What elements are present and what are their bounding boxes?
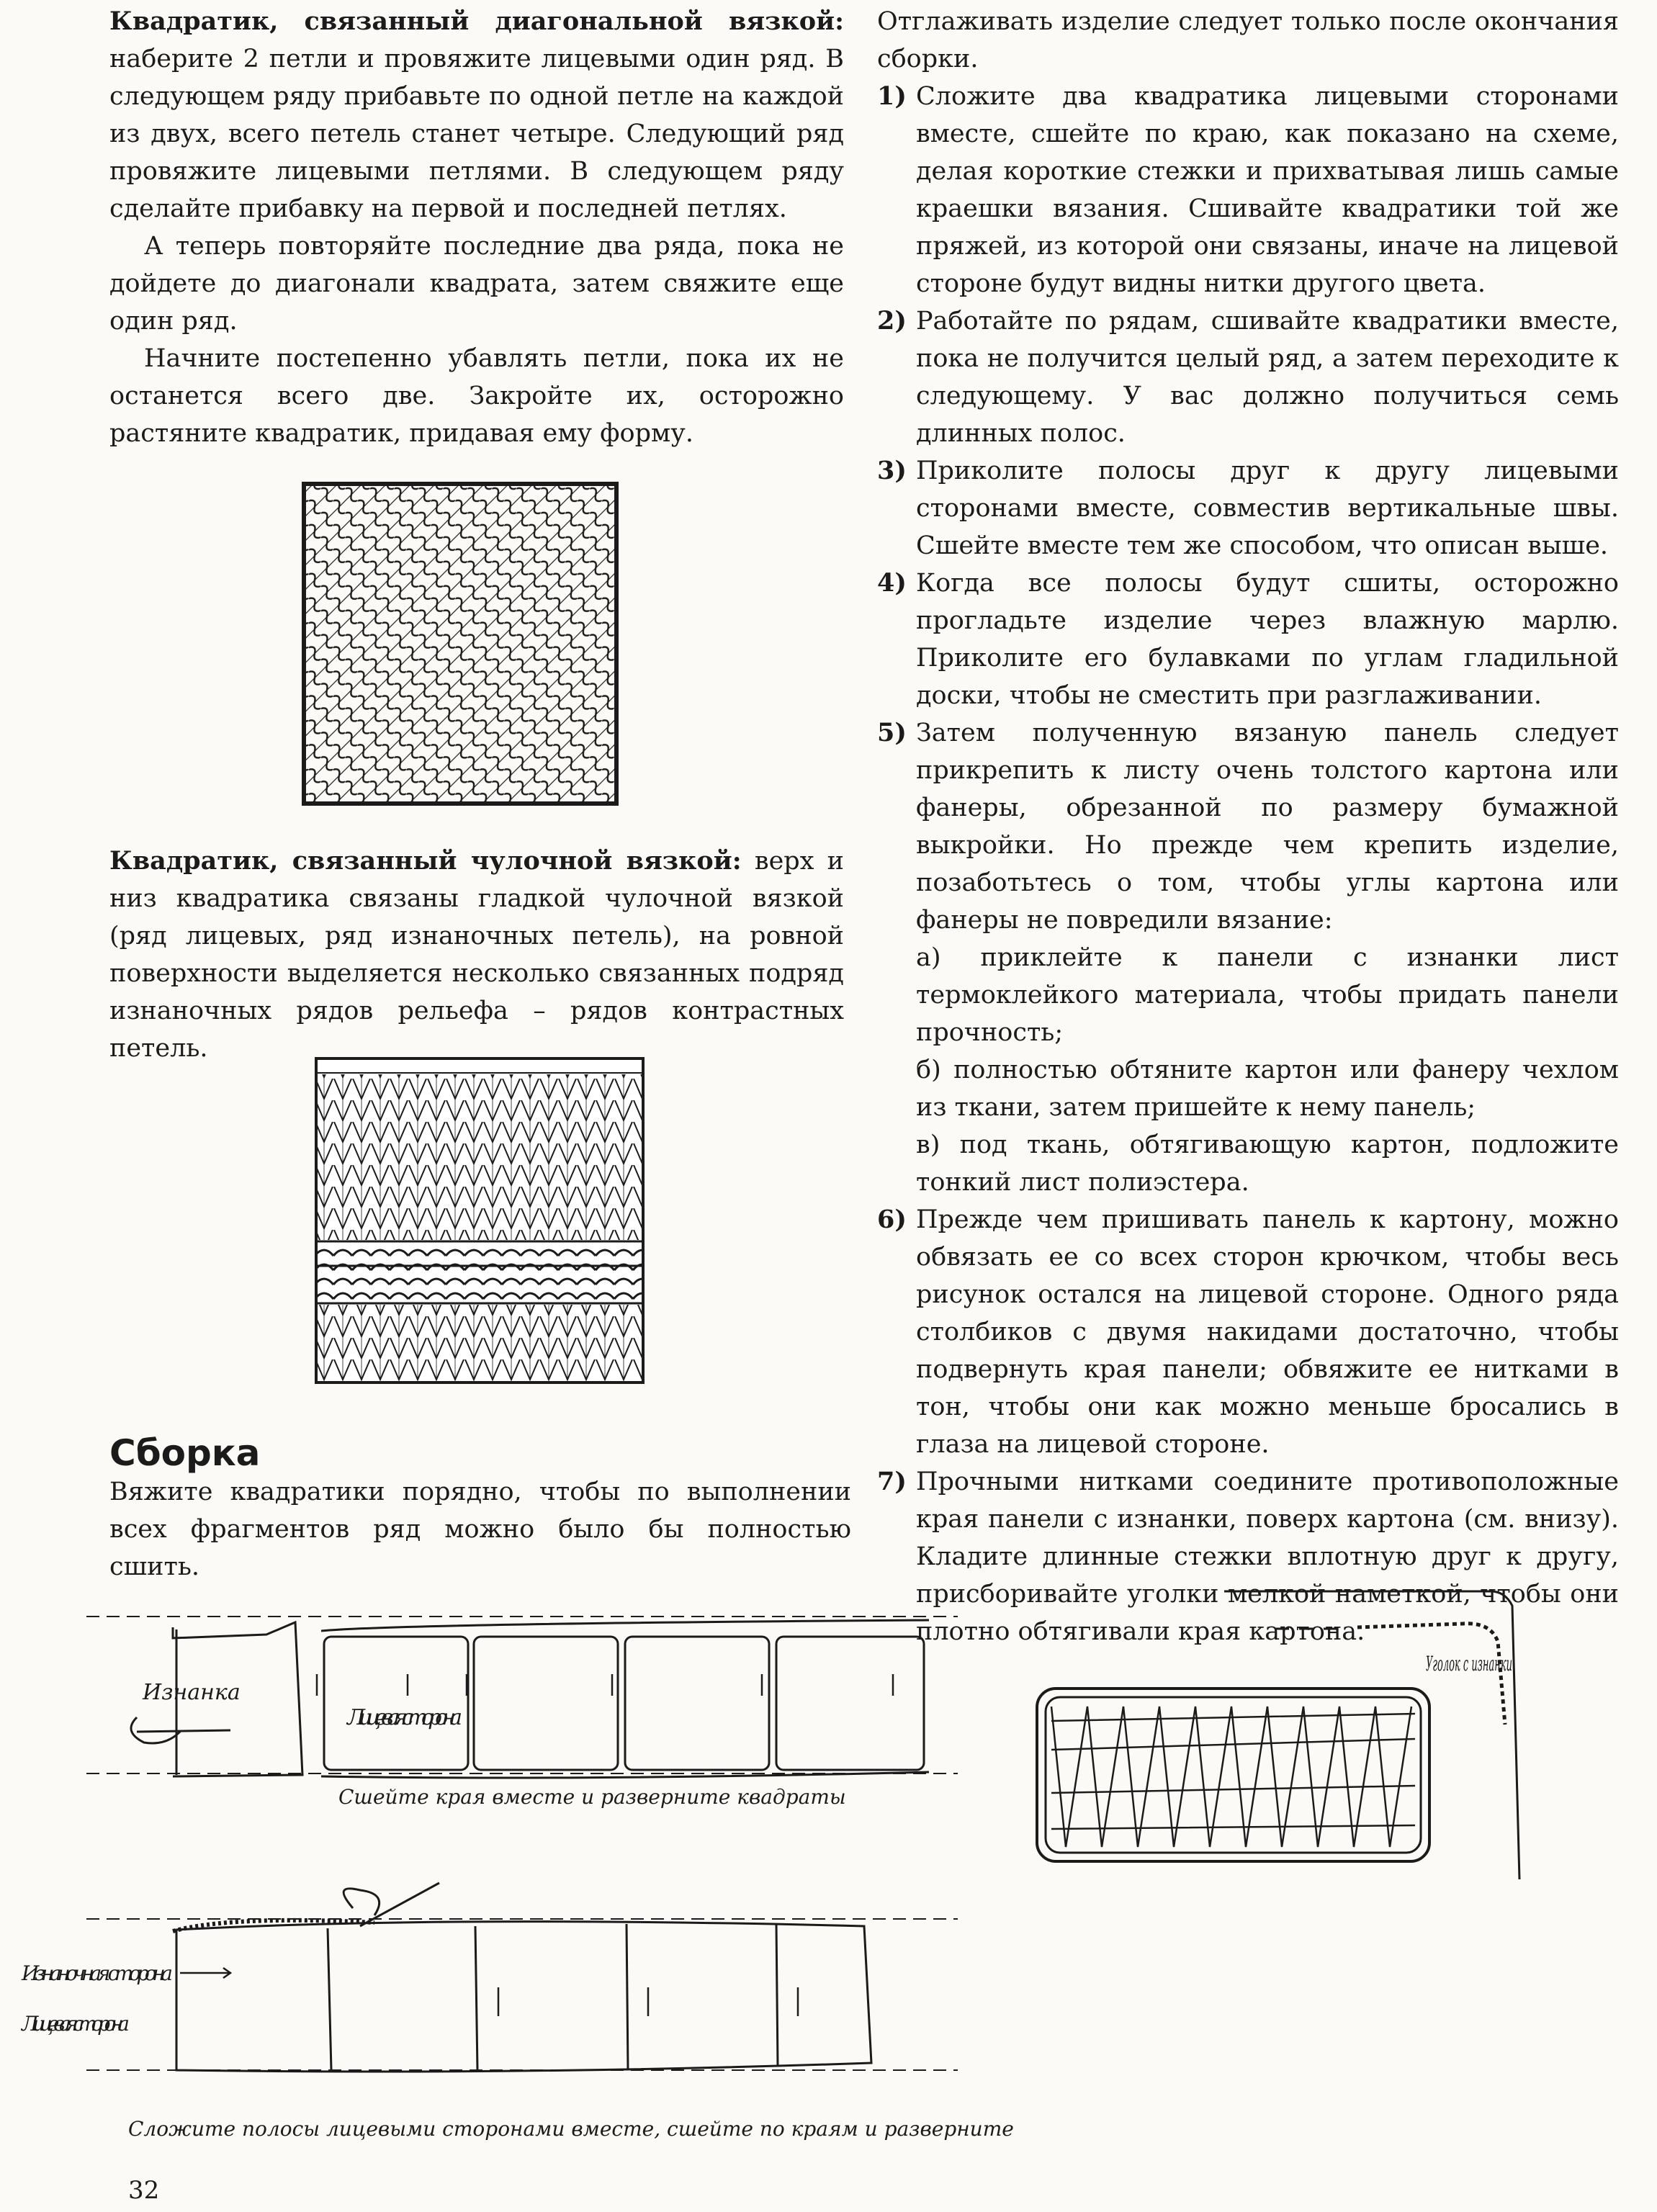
- step-item: 7) Прочными нитками соедините противоположные края панели с изнанки, поверх картона (см. внизу). Кладите длинные стежки вплотную друг к другу, присборивайте уголки мелкой наметкой, чтобы они плотно обтягивали края картона.: [877, 1467, 1619, 1646]
- assembly-heading: Сборка: [109, 1432, 261, 1474]
- sub-item: в) под ткань, обтягивающую картон, подложите тонкий лист полиэстера.: [916, 1130, 1619, 1197]
- diagonal-square-section: [109, 3, 844, 452]
- lacing-on-cardboard-diagram: [1023, 1577, 1584, 1894]
- assembly-steps: [877, 78, 1619, 939]
- step-item: 6) Прежде чем пришивать панель к картону, можно обвязать ее со всех сторон крючком, чтобы весь рисунок остался на лицевой стороне. Одного ряда столбиков с двумя накидами достаточно, чтобы подвернуть края панели; обвяжите ее нитками в тон, чтобы они как можно меньше бросались в глаза на лицевой стороне.: [877, 1205, 1619, 1459]
- corner-label: Уголок с изнанки: [1426, 1652, 1512, 1676]
- stockinette-square-illustration: [315, 1057, 646, 1388]
- ironing-intro: Отглаживать изделие следует только после окончания сборки.: [877, 7, 1619, 73]
- fig2-front-label: Лицевая сторона: [22, 2012, 130, 2036]
- seam-strips-diagram: [14, 1887, 965, 2117]
- fig1-back-label: Изнанка: [143, 1680, 241, 1705]
- sub-item: б) полностью обтяните картон или фанеру чехлом из ткани, затем пришейте к нему панель;: [916, 1056, 1619, 1122]
- stockinette-text: верх и низ квадратика связаны гладкой чулочной вязкой (ряд лицевых, ряд изнаночных петель), на ровной поверхности выделяется несколько связанных подряд изнаночных рядов рельефа – рядов контрастных петель.: [109, 847, 845, 1063]
- fig1-caption: Сшейте края вместе и разверните квадраты: [338, 1785, 846, 1809]
- sub-item: а) приклейте к панели с изнанки лист термоклейкого материала, чтобы придать панели прочность;: [916, 943, 1619, 1047]
- assembly-text: Вяжите квадратики порядно, чтобы по выполнении всех фрагментов ряд можно было бы полностью сшить.: [109, 1478, 851, 1581]
- diagonal-text: наберите 2 петли и провяжите лицевыми один ряд. В следующем ряду прибавьте по одной петле на каждой из двух, всего петель станет четыре. Следующий ряд провяжите лицевыми петлями. В следующем ряду сделайте прибавку на первой и последней петлях.: [109, 45, 844, 223]
- diagonal-knit-square-illustration: [302, 482, 619, 806]
- stockinette-title: Квадратик, связанный чулочной вязкой:: [109, 846, 742, 876]
- seam-squares-diagram: [79, 1588, 965, 1876]
- fig2-caption: Сложите полосы лицевыми сторонами вместе, сшейте по краям и разверните: [128, 2117, 1014, 2141]
- step-item: 5) Затем полученную вязаную панель следует прикрепить к листу очень толстого картона или фанеры, обрезанной по размеру бумажной выкройки. Но прежде чем крепить изделие, позаботьтесь о том, чтобы углы картона или фанеры не повредили вязание:: [877, 718, 1619, 935]
- fig2-back-label: Изнаночная сторона: [22, 1961, 173, 1985]
- step-item: 1) Сложите два квадратика лицевыми сторонами вместе, сшейте по краю, как показано на схеме, делая короткие стежки и прихватывая лишь самые краешки вязания. Сшивайте квадратики той же пряжей, из которой они связаны, иначе на лицевой стороне будут видны нитки другого цвета.: [877, 81, 1619, 298]
- diagonal-paragraph-3: Начните постепенно убавлять петли, пока их не останется всего две. Закройте их, осторожно растяните квадратик, придавая ему форму.: [109, 344, 844, 448]
- assembly-section: [109, 1433, 851, 1586]
- page-number: 32: [128, 2176, 160, 2205]
- step-item: 4) Когда все полосы будут сшиты, осторожно прогладьте изделие через влажную марлю. Приколите его булавками по углам гладильной доски, чтобы не сместить при разглаживании.: [877, 568, 1619, 710]
- diagonal-title: Квадратик, связанный диагональной вязкой:: [109, 6, 844, 36]
- step-item: 3) Приколите полосы друг к другу лицевыми сторонами вместе, совместив вертикальные швы. Сшейте вместе тем же способом, что описан выше.: [877, 456, 1619, 560]
- fig1-front-label: Лицевая сторона: [347, 1705, 462, 1730]
- diagonal-paragraph-2: А теперь повторяйте последние два ряда, пока не дойдете до диагонали квадрата, затем свяжите еще один ряд.: [109, 232, 844, 336]
- stockinette-square-section: [109, 842, 844, 1067]
- step-item: 2) Работайте по рядам, сшивайте квадратики вместе, пока не получится целый ряд, а затем переходите к следующему. У вас должно получиться семь длинных полос.: [877, 306, 1619, 448]
